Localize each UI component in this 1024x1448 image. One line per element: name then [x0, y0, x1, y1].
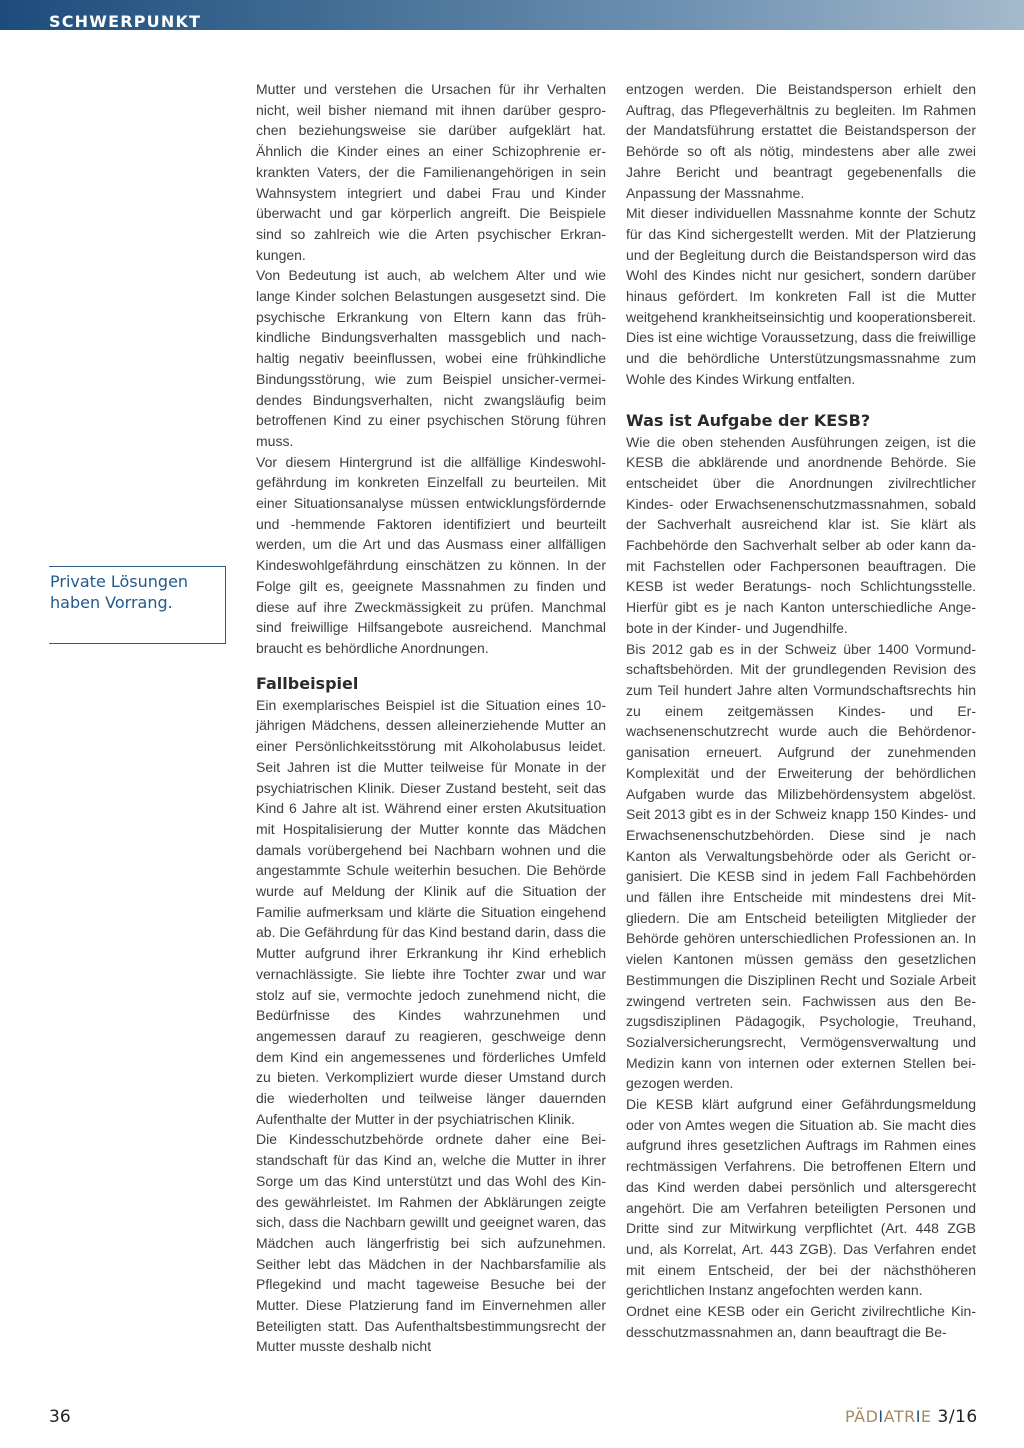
section-heading-kesb: Was ist Aufgabe der KESB? [626, 410, 871, 430]
paragraph: Ordnet eine KESB oder ein Gericht zivilrechtliche Kindesschutzmassnahmen an, dann beauftragt die Be- [626, 1303, 976, 1340]
logo-text: E [920, 1407, 932, 1426]
article-column-left [256, 79, 606, 1357]
logo-text: ATR [883, 1407, 916, 1426]
section-header-bar [0, 0, 1024, 30]
paragraph: Wie die oben stehenden Ausführungen zeigen, ist die KESB die abklärende und anordnende Behörde. Sie entscheidet über die Anordnungen zivilrechtlicher Kindes- oder Erwachsenenschutzmassnahmen, sobald der Sachverhalt ausreichend klar ist. Sie klärt als Fachbehörde den Sachverhalt selber ab oder kann damit Fachstellen oder Fachpersonen beauftragen. Die KESB ist weder Beratungs- noch Schlichtungsstelle. Hierfür gibt es je nach Kanton unterschiedliche Angebote in der Kinder- und Jugendhilfe. [626, 433, 976, 636]
paragraph: Die KESB klärt aufgrund einer Gefährdungsmeldung oder von Amtes wegen die Situation ab. Sie macht dies aufgrund ihres gesetzlichen Auftrags im Rahmen eines rechtmässigen Verfahrens. Die betroffenen Eltern und das Kind werden dabei persönlich und altersgerecht angehört. Die am Verfahren beteiligten Personen und Dritte sind zur Mitwirkung verpflichtet (Art. 448 ZGB und, als Korrelat, Art. 443 ZGB). Das Verfahren endet mit einem Entscheid, der bei der nächsthöheren gerichtlichen Instanz angefochten werden kann. [626, 1096, 976, 1299]
paragraph: Die Kindesschutzbehörde ordnete daher eine Beistandschaft für das Kind an, welche die Mutter in ihrer Sorge um das Kind unterstützt und das Wohl des Kindes gewährleistet. Im Rahmen der Abklärungen zeigte sich, dass die Nachbarn gewillt und geeignet waren, das Mädchen auch längerfristig bei sich aufzunehmen. Seither lebt das Mädchen in der Nachbarsfamilie als Pflegekind und macht tageweise Besuche bei der Mutter. Diese Platzierung fand im Einvernehmen aller Beteiligten statt. Das Aufenthaltsbestimmungsrecht der Mutter musste deshalb nicht [256, 1131, 606, 1355]
paragraph: Mutter und verstehen die Ursachen für ihr Verhalten nicht, weil bisher niemand mit ihnen darüber gesprochen beziehungsweise sie darüber aufgeklärt hat. Ähnlich die Kinder eines an einer Schizophrenie erkrankten Vaters, der die Familienangehörigen in sein Wahnsystem integriert und dabei Frau und Kinder überwacht und gar körperlich angreift. Die Beispiele sind so zahlreich wie die Arten psychischer Erkrankungen. [256, 81, 606, 263]
logo-bar: I [878, 1407, 884, 1426]
paragraph: Mit dieser individuellen Massnahme konnte der Schutz für das Kind sichergestellt werden. Mit der Platzierung und der Begleitung durch die Beistandsperson wird das Wohl des Kindes nicht nur gesichert, sondern darüber hinaus gefördert. Im konkreten Fall ist die Mutter weitgehend krankheitseinsichtig und kooperationsbereit. Dies ist eine wichtige Voraussetzung, dass die freiwillige und die behördliche Unterstützungsmassnahme zum Wohle des Kindes Wirkung entfalten. [626, 205, 976, 387]
logo-text: PÄD [845, 1407, 879, 1426]
issue-number: 3/16 [937, 1407, 978, 1427]
paragraph: Ein exemplarisches Beispiel ist die Situation eines 10-jährigen Mädchens, dessen alleinerziehende Mutter an einer Persönlichkeitsstörung mit Alkoholabusus leidet. Seit Jahren ist die Mutter teilweise für Monate in der psychiatrischen Klinik. Dieser Zustand besteht, seit das Kind 6 Jahre alt ist. Während einer ersten Akutsituation mit Hospitalisierung der Mutter konnte das Mädchen damals vorübergehend bei Nachbarn wohnen und die angestammte Schule weiterhin besuchen. Die Behörde wurde auf Meldung der Klinik auf die Situation der Familie aufmerksam und klärte die Situation eingehend ab. Die Gefährdung für das Kind bestand darin, dass die Mutter aufgrund ihrer Erkrankung ihr Kind erheblich vernachlässigte. Sie liebte ihre Tochter zwar und war stolz auf sie, vermochte jedoch zunehmend nicht, die Bedürfnisse des Kindes wahrzunehmen und angemessen darauf zu reagieren, geschweige denn dem Kind ein angemessenes und förderliches Umfeld zu bieten. Verkompliziert wurde dieser Umstand durch die wiederholten und teilweise länger dauernden Aufenthalte der Mutter in der psychiatrischen Klinik. [256, 696, 606, 1127]
paragraph: entzogen werden. Die Beistandsperson erhielt den Auftrag, das Pflegeverhältnis zu begleiten. Im Rahmen der Mandatsführung erstattet die Beistandsperson der Behörde so oft als nötig, mindestens aber alle zwei Jahre Bericht und beantragt gegebenenfalls die Anpassung der Massnahme. [626, 81, 976, 201]
journal-logo [845, 1407, 978, 1427]
logo-bar: I [915, 1407, 921, 1426]
paragraph: Von Bedeutung ist auch, ab welchem Alter und wie lange Kinder solchen Belastungen ausgesetzt sind. Die psychische Erkrankung von Eltern kann das frühkindliche Bindungsverhalten massgeblich und nachhaltig negativ beeinflussen, wobei eine frühkindliche Bindungsstörung, wie zum Beispiel unsicher-vermeidendes Bindungsverhalten, nicht zwangsläufig beim betroffenen Kind zu einer psychischen Störung führen muss. [256, 267, 606, 449]
section-heading-fallbeispiel: Fallbeispiel [256, 673, 359, 693]
pullquote-box [49, 566, 226, 644]
section-title: SCHWERPUNKT [49, 12, 202, 31]
pullquote-text: Private Lösungen haben Vorrang. [50, 572, 189, 612]
page-number: 36 [49, 1407, 71, 1427]
paragraph: Bis 2012 gab es in der Schweiz über 1400 Vormundschaftsbehörden. Mit der grundlegenden Revision des zum Teil hundert Jahre alten Vormundschaftsrechts hin zu einem zeitgemässen Kindes- und Erwachsenenschutzrecht wurde auch die Behördenorganisation erneuert. Aufgrund der zunehmenden Komplexität und der Erweiterung der behördlichen Aufgaben wurde das Milizbehördensystem abgelöst. Seit 2013 gibt es in der Schweiz knapp 150 Kindes- und Erwachsenenschutzbehörden. Diese sind je nach Kanton als Verwaltungsbehörde oder als Gericht organisiert. Die KESB sind in jedem Fall Fachbehörden und fällen ihre Entscheide mit mindestens drei Mitgliedern. Die am Entscheid beteiligten Mitglieder der Behörde gehören unterschiedlichen Professionen an. In vielen Kantonen müssen gemäss den gesetzlichen Bestimmungen die Disziplinen Recht und Soziale Arbeit zwingend vertreten sein. Fachwissen aus den Bezugsdisziplinen Pädagogik, Psychologie, Treuhand, Sozialversicherungsrecht, Vermögensverwaltung und Medizin kann von internen oder externen Stellen beigezogen werden. [626, 640, 976, 1092]
article-column-right [626, 79, 976, 1342]
paragraph: Vor diesem Hintergrund ist die allfällige Kindeswohlgefährdung im konkreten Einzelfall zu beurteilen. Mit einer Situationsanalyse müssen entwicklungsfördernde und -hemmende Faktoren identifiziert und beurteilt werden, um die Art und das Ausmass einer allfälligen Kindeswohlgefährdung einschätzen zu können. In der Folge gilt es, geeignete Massnahmen zu finden und diese auf ihre Zweckmässigkeit zu prüfen. Manchmal sind freiwillige Hilfsangebote ausreichend. Manchmal braucht es behördliche Anordnungen. [256, 453, 606, 656]
